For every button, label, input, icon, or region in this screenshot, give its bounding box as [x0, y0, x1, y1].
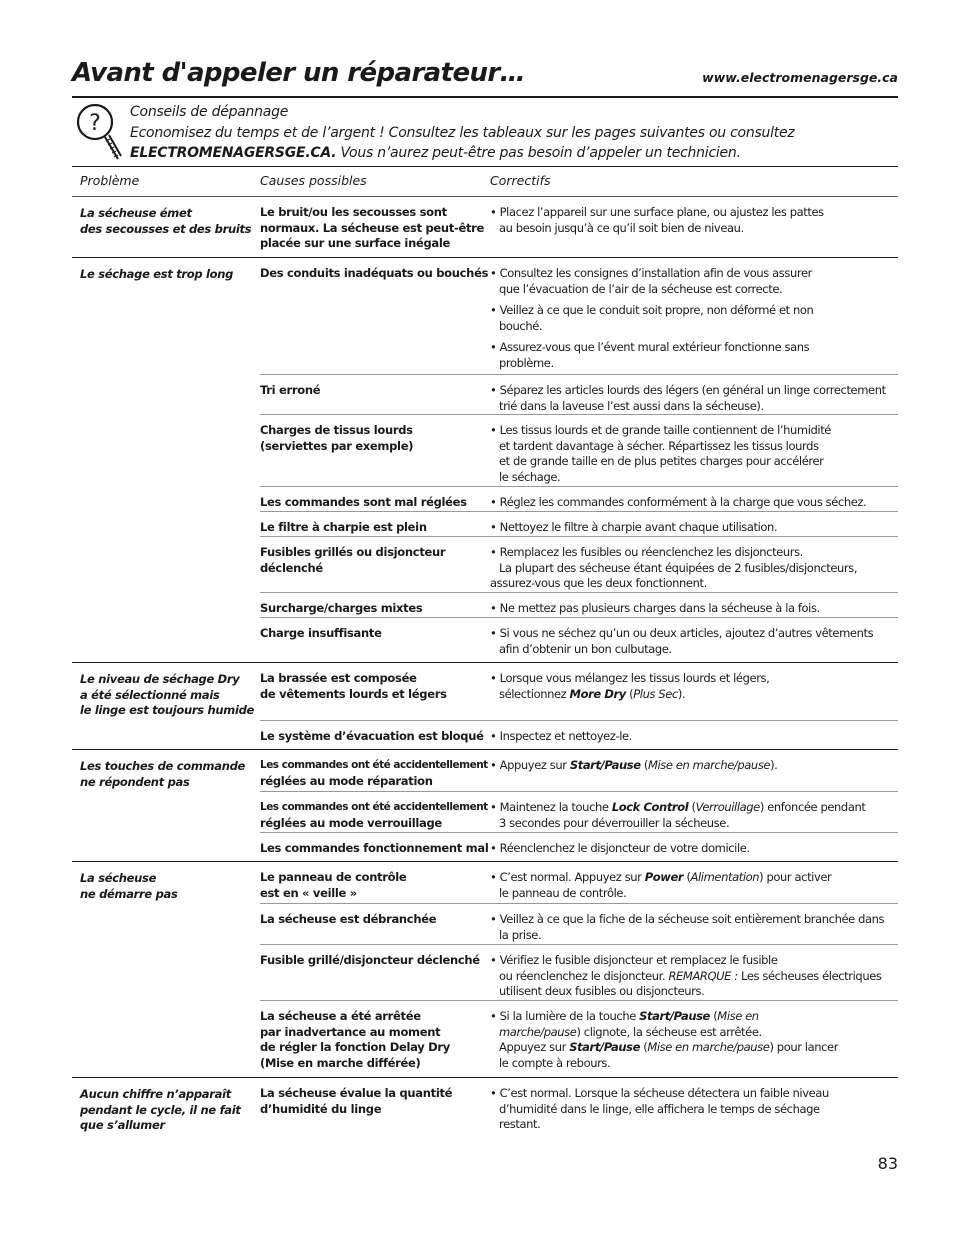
- page-header: [72, 56, 898, 98]
- fix-cell: • Réenclenchez le disjoncteur de votre domicile.: [490, 841, 750, 855]
- fix-cell: • Lorsque vous mélangez les tissus lourds et légers, sélectionnez More Dry (Plus Sec).: [490, 671, 770, 701]
- problem-group-long-drying: [72, 257, 898, 663]
- table-row: [260, 486, 898, 512]
- table-row: [260, 750, 898, 791]
- fix-cell: • Inspectez et nettoyez-le.: [490, 729, 632, 743]
- page-title: Avant d'appeler un réparateur…: [72, 58, 526, 88]
- fix-cell: • Consultez les consignes d’installation afin de vous assurer que l’évacuation de l’air de la sécheuse est correcte. • Veillez à ce que le conduit soit propre, non déformé et non bouché. • Assurez-vous que l’évent mural extérieur fonctionne sans problème.: [490, 266, 814, 370]
- tips-text: [130, 102, 794, 164]
- fix-cell: • Vérifiez le fusible disjoncteur et remplacez le fusible ou réenclenchez le disjoncteur. REMARQUE : Les sécheuses électriques utilisent deux fusibles ou disjoncteurs.: [490, 953, 882, 998]
- table-row: [260, 511, 898, 537]
- table-row: [260, 374, 898, 415]
- cause-cell: Tri erroné: [260, 383, 321, 397]
- cause-cell: Les commandes sont mal réglées: [260, 495, 467, 509]
- problem-cell: Aucun chiffre n’apparaît pendant le cycle, il ne fait que s’allumer: [80, 1087, 241, 1132]
- problem-cell: Le niveau de séchage Dry a été sélectionné mais le linge est toujours humide: [80, 672, 255, 717]
- column-header-fixes: Correctifs: [490, 173, 551, 188]
- cause-cell: Le filtre à charpie est plein: [260, 520, 427, 534]
- problem-group-controls: [72, 749, 898, 862]
- cause-cell: Fusibles grillés ou disjoncteur déclenché: [260, 545, 446, 575]
- cause-cell: Les commandes fonctionnement mal: [260, 841, 489, 855]
- table-row: [260, 617, 898, 664]
- cause-cell: La sécheuse évalue la quantité d’humidité du linge: [260, 1086, 453, 1116]
- troubleshooting-tips: [72, 100, 898, 167]
- fix-cell: • Veillez à ce que la fiche de la sécheuse soit entièrement branchée dans la prise.: [490, 912, 885, 942]
- cause-cell: Le bruit/ou les secousses sont normaux. La sécheuse est peut-être placée sur une surface inégale: [260, 205, 485, 250]
- fix-cell: • Appuyez sur Start/Pause (Mise en marche/pause).: [490, 758, 778, 772]
- problem-cell: La sécheuse ne démarre pas: [80, 871, 178, 901]
- tips-line-2: ELECTROMENAGERSGE.CA. Vous n’aurez peut-être pas besoin d’appeler un technicien.: [130, 145, 741, 161]
- fix-cell: • Remplacez les fusibles ou réenclenchez les disjoncteurs. La plupart des sécheuse étant équipées de 2 fusibles/disjoncteurs, assurez-vous que les deux fonctionnent.: [490, 545, 858, 590]
- cause-cell: La sécheuse a été arrêtée par inadvertance au moment de régler la fonction Delay Dry (Mise en marche différée): [260, 1009, 450, 1070]
- table-row: [260, 903, 898, 945]
- question-magnifier-icon: [74, 102, 122, 164]
- problem-group-no-digits: [72, 1077, 898, 1138]
- tips-heading: Conseils de dépannage: [130, 104, 289, 120]
- table-row: [260, 536, 898, 593]
- problem-cell: Les touches de commande ne répondent pas: [80, 759, 246, 789]
- fix-cell: • C’est normal. Lorsque la sécheuse détectera un faible niveau d’humidité dans le linge, elle affichera le temps de séchage restant.: [490, 1086, 829, 1131]
- problem-group-no-start: [72, 861, 898, 1078]
- column-header-problem: Problème: [80, 173, 140, 188]
- cause-cell: Charges de tissus lourds (serviettes par exemple): [260, 423, 414, 453]
- problem-cell: La sécheuse émet des secousses et des bruits: [80, 206, 252, 236]
- fix-cell: • Si la lumière de la touche Start/Pause (Mise en marche/pause) clignote, la sécheuse est arrêtée. Appuyez sur Start/Pause (Mise en marche/pause) pour lancer le compte à rebours.: [490, 1009, 839, 1070]
- table-row: [260, 1078, 898, 1138]
- fix-cell: • Les tissus lourds et de grande taille contiennent de l’humidité et tardent davantage à sécher. Répartissez les tissus lourds et de grande taille en de plus petites charges pour accélérer le séchage.: [490, 423, 831, 484]
- table-row: [260, 592, 898, 618]
- problem-group-still-damp: [72, 662, 898, 750]
- table-row: [260, 720, 898, 751]
- cause-cell: Les commandes ont été accidentellement réglées au mode réparation: [260, 759, 488, 788]
- cause-cell: Le système d’évacuation est bloqué: [260, 729, 484, 743]
- table-row: [260, 663, 898, 720]
- tips-site-link[interactable]: ELECTROMENAGERSGE.CA.: [130, 145, 337, 161]
- problem-cell: Le séchage est trop long: [80, 267, 234, 281]
- fix-cell: • Maintenez la touche Lock Control (Verrouillage) enfoncée pendant 3 secondes pour déverrouiller la sécheuse.: [490, 800, 866, 830]
- svg-text:?: ?: [89, 111, 101, 136]
- table-row: [260, 832, 898, 863]
- cause-cell: Des conduits inadéquats ou bouchés: [260, 266, 489, 280]
- fix-cell: • Ne mettez pas plusieurs charges dans la sécheuse à la fois.: [490, 601, 820, 615]
- cause-cell: Charge insuffisante: [260, 626, 382, 640]
- cause-cell: Fusible grillé/disjoncteur déclenché: [260, 953, 480, 967]
- table-row: [260, 258, 898, 374]
- cause-cell: La sécheuse est débranchée: [260, 912, 437, 926]
- table-row: [260, 1000, 898, 1079]
- fix-cell: • Placez l’appareil sur une surface plane, ou ajustez les pattes au besoin jusqu’à ce qu’il soit bien de niveau.: [490, 205, 824, 235]
- fix-cell: • Si vous ne séchez qu’un ou deux articles, ajoutez d’autres vêtements afin d’obtenir un bon culbutage.: [490, 626, 874, 656]
- tips-line-1: Economisez du temps et de l’argent ! Consultez les tableaux sur les pages suivantes ou consultez: [130, 124, 795, 141]
- cause-cell: Les commandes ont été accidentellement réglées au mode verrouillage: [260, 801, 488, 830]
- fix-cell: • Réglez les commandes conformément à la charge que vous séchez.: [490, 495, 867, 509]
- fix-cell: • C’est normal. Appuyez sur Power (Alimentation) pour activer le panneau de contrôle.: [490, 870, 832, 900]
- table-header: [72, 167, 898, 197]
- table-row: [260, 414, 898, 487]
- column-header-causes: Causes possibles: [260, 173, 367, 188]
- cause-cell: Surcharge/charges mixtes: [260, 601, 423, 615]
- table-row: [260, 944, 898, 1001]
- fix-cell: • Nettoyez le filtre à charpie avant chaque utilisation.: [490, 520, 778, 534]
- table-row: [260, 862, 898, 903]
- cause-cell: Le panneau de contrôle est en « veille »: [260, 870, 407, 900]
- website-link[interactable]: www.electromenagersge.ca: [702, 70, 898, 85]
- table-row: [260, 791, 898, 833]
- page-number: 83: [877, 1154, 898, 1173]
- cause-cell: La brassée est composée de vêtements lourds et légers: [260, 671, 447, 701]
- fix-cell: • Séparez les articles lourds des légers (en général un linge correctement trié dans la laveuse l’est aussi dans la sécheuse).: [490, 383, 886, 413]
- problem-group-noise: [72, 197, 898, 257]
- table-row: [260, 197, 898, 257]
